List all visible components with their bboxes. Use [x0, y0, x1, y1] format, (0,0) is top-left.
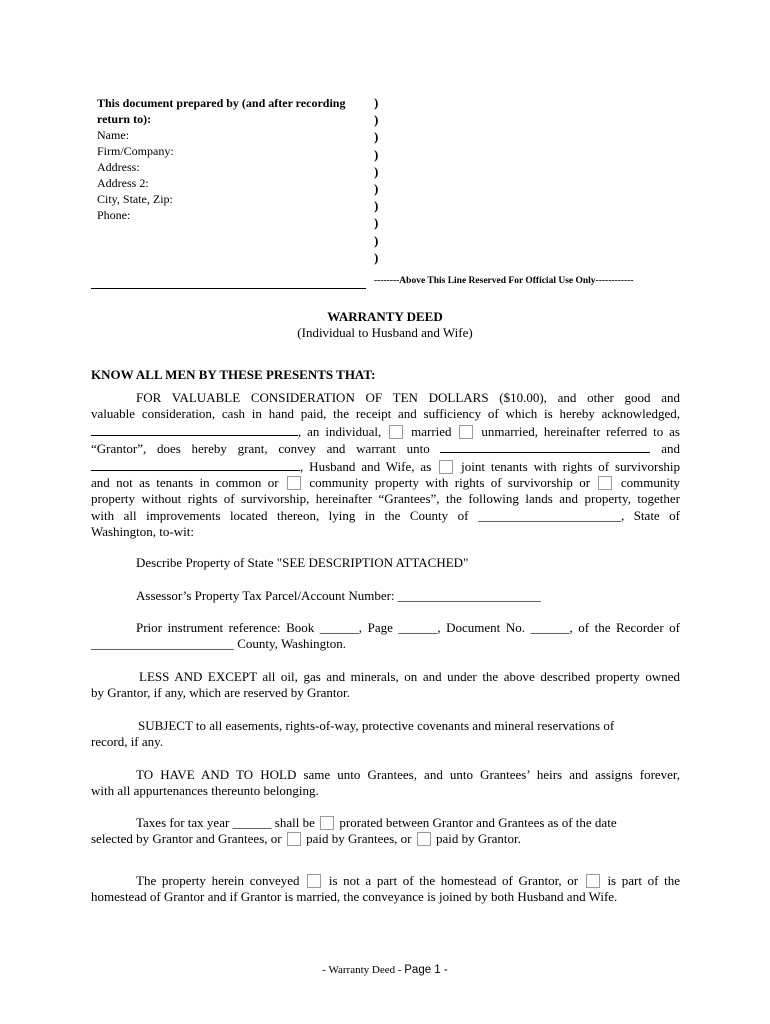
consideration-line: FOR VALUABLE CONSIDERATION OF TEN DOLLARS ($10.00), and other good and — [136, 390, 680, 405]
taxes-paid-by-grantor-checkbox[interactable] — [417, 832, 431, 846]
paren: ) — [374, 215, 379, 231]
reserved-line-note: --------Above This Line Reserved For Official Use Only------------ — [374, 276, 634, 286]
consideration-line: and not as tenants in common or community property with rights of survivorship or community — [91, 475, 681, 491]
homestead-line: homestead of Grantor and if Grantor is married, the conveyance is joined by both Husband and Wife. — [91, 889, 618, 905]
prior-instrument-line: ______________________ County, Washington. — [91, 636, 346, 652]
document-subtitle: (Individual to Husband and Wife) — [297, 325, 473, 340]
consideration-line: valuable consideration, cash in hand paid, the receipt and sufficiency of which is hereby acknowledged, — [91, 406, 680, 422]
grantee2-name-blank[interactable] — [91, 458, 300, 471]
preparer-block — [97, 95, 369, 223]
consideration-line: property without rights of survivorship, hereinafter “Grantees”, the following lands and property, together — [91, 491, 680, 507]
paren: ) — [374, 249, 379, 265]
habendum-line: TO HAVE AND TO HOLD same unto Grantees, and unto Grantees’ heirs and assigns forever, — [136, 767, 680, 782]
prior-instrument-line: Prior instrument reference: Book ______, Page ______, Document No. ______, of the Recorder of — [136, 620, 680, 635]
footer-doc-name: - Warranty Deed - — [322, 964, 402, 976]
community-with-survivorship-checkbox[interactable] — [287, 476, 301, 490]
taxes-prorated-checkbox[interactable] — [320, 816, 334, 830]
paren: ) — [374, 95, 379, 110]
consideration-paragraph — [91, 390, 680, 541]
is-homestead-checkbox[interactable] — [586, 874, 600, 888]
preparer-heading: This document prepared by (and after recording — [97, 96, 346, 110]
preparer-heading-cont: return to): — [97, 112, 152, 126]
consideration-line: , Husband and Wife, as joint tenants with rights of survivorship — [91, 458, 680, 475]
joint-tenants-checkbox[interactable] — [439, 460, 453, 474]
community-without-survivorship-checkbox[interactable] — [598, 476, 612, 490]
subject-line: record, if any. — [91, 734, 164, 750]
consideration-line: “Grantor”, does hereby grant, convey and warrant unto and — [91, 441, 681, 457]
county-blank[interactable]: ______________________, State of — [477, 507, 681, 523]
consideration-line: , an individual, married unmarried, hereinafter referred to as — [91, 423, 680, 440]
paren: ) — [374, 181, 379, 197]
taxes-line: Taxes for tax year ______ shall be prorated between Grantor and Grantees as of the date — [136, 815, 617, 830]
habendum-paragraph — [91, 767, 680, 800]
less-except-paragraph — [91, 669, 680, 702]
taxes-paragraph — [91, 815, 680, 848]
subject-line: SUBJECT to all easements, rights-of-way, protective covenants and mineral reservations of — [138, 718, 615, 733]
preparer-name-field: Name: — [97, 128, 129, 142]
taxes-line: selected by Grantor and Grantees, or paid by Grantees, or paid by Grantor. — [91, 831, 521, 847]
taxes-paid-by-grantees-checkbox[interactable] — [287, 832, 301, 846]
footer-page-number: Page 1 - — [404, 964, 448, 976]
header-divider-line — [91, 288, 366, 289]
homestead-paragraph — [91, 873, 680, 906]
bracket-column — [374, 94, 378, 266]
grantor-name-blank[interactable] — [91, 423, 298, 436]
subject-paragraph — [91, 718, 680, 751]
homestead-line: The property herein conveyed is not a part of the homestead of Grantor, or is part of the — [136, 873, 680, 888]
know-all-heading: KNOW ALL MEN BY THESE PRESENTS THAT: — [91, 367, 376, 382]
grantee1-name-blank[interactable] — [440, 440, 650, 453]
preparer-address2-field: Address 2: — [97, 176, 149, 190]
paren: ) — [374, 129, 379, 145]
paren: ) — [374, 112, 379, 128]
paren: ) — [374, 198, 379, 214]
preparer-phone-field: Phone: — [97, 208, 131, 222]
prior-instrument-paragraph — [91, 620, 680, 653]
preparer-city-field: City, State, Zip: — [97, 192, 173, 206]
consideration-line: Washington, to-wit: — [91, 524, 194, 540]
unmarried-checkbox[interactable] — [459, 425, 473, 439]
document-title: WARRANTY DEED — [327, 309, 443, 324]
married-checkbox[interactable] — [389, 425, 403, 439]
property-description: Describe Property of State "SEE DESCRIPTION ATTACHED" — [136, 555, 469, 570]
less-except-line: by Grantor, if any, which are reserved by Grantor. — [91, 685, 350, 701]
consideration-line: with all improvements located thereon, lying in the County of ______________________, State of — [91, 507, 681, 523]
preparer-address-field: Address: — [97, 160, 140, 174]
not-homestead-checkbox[interactable] — [307, 874, 321, 888]
page-footer — [0, 964, 770, 976]
preparer-firm-field: Firm/Company: — [97, 144, 174, 158]
paren: ) — [374, 146, 379, 162]
less-except-line: LESS AND EXCEPT all oil, gas and minerals, on and under the above described property owned — [139, 669, 680, 684]
paren: ) — [374, 163, 379, 179]
paren: ) — [374, 232, 379, 248]
habendum-line: with all appurtenances thereunto belonging. — [91, 783, 319, 799]
assessor-parcel-line: Assessor’s Property Tax Parcel/Account Number: ______________________ — [136, 588, 541, 603]
